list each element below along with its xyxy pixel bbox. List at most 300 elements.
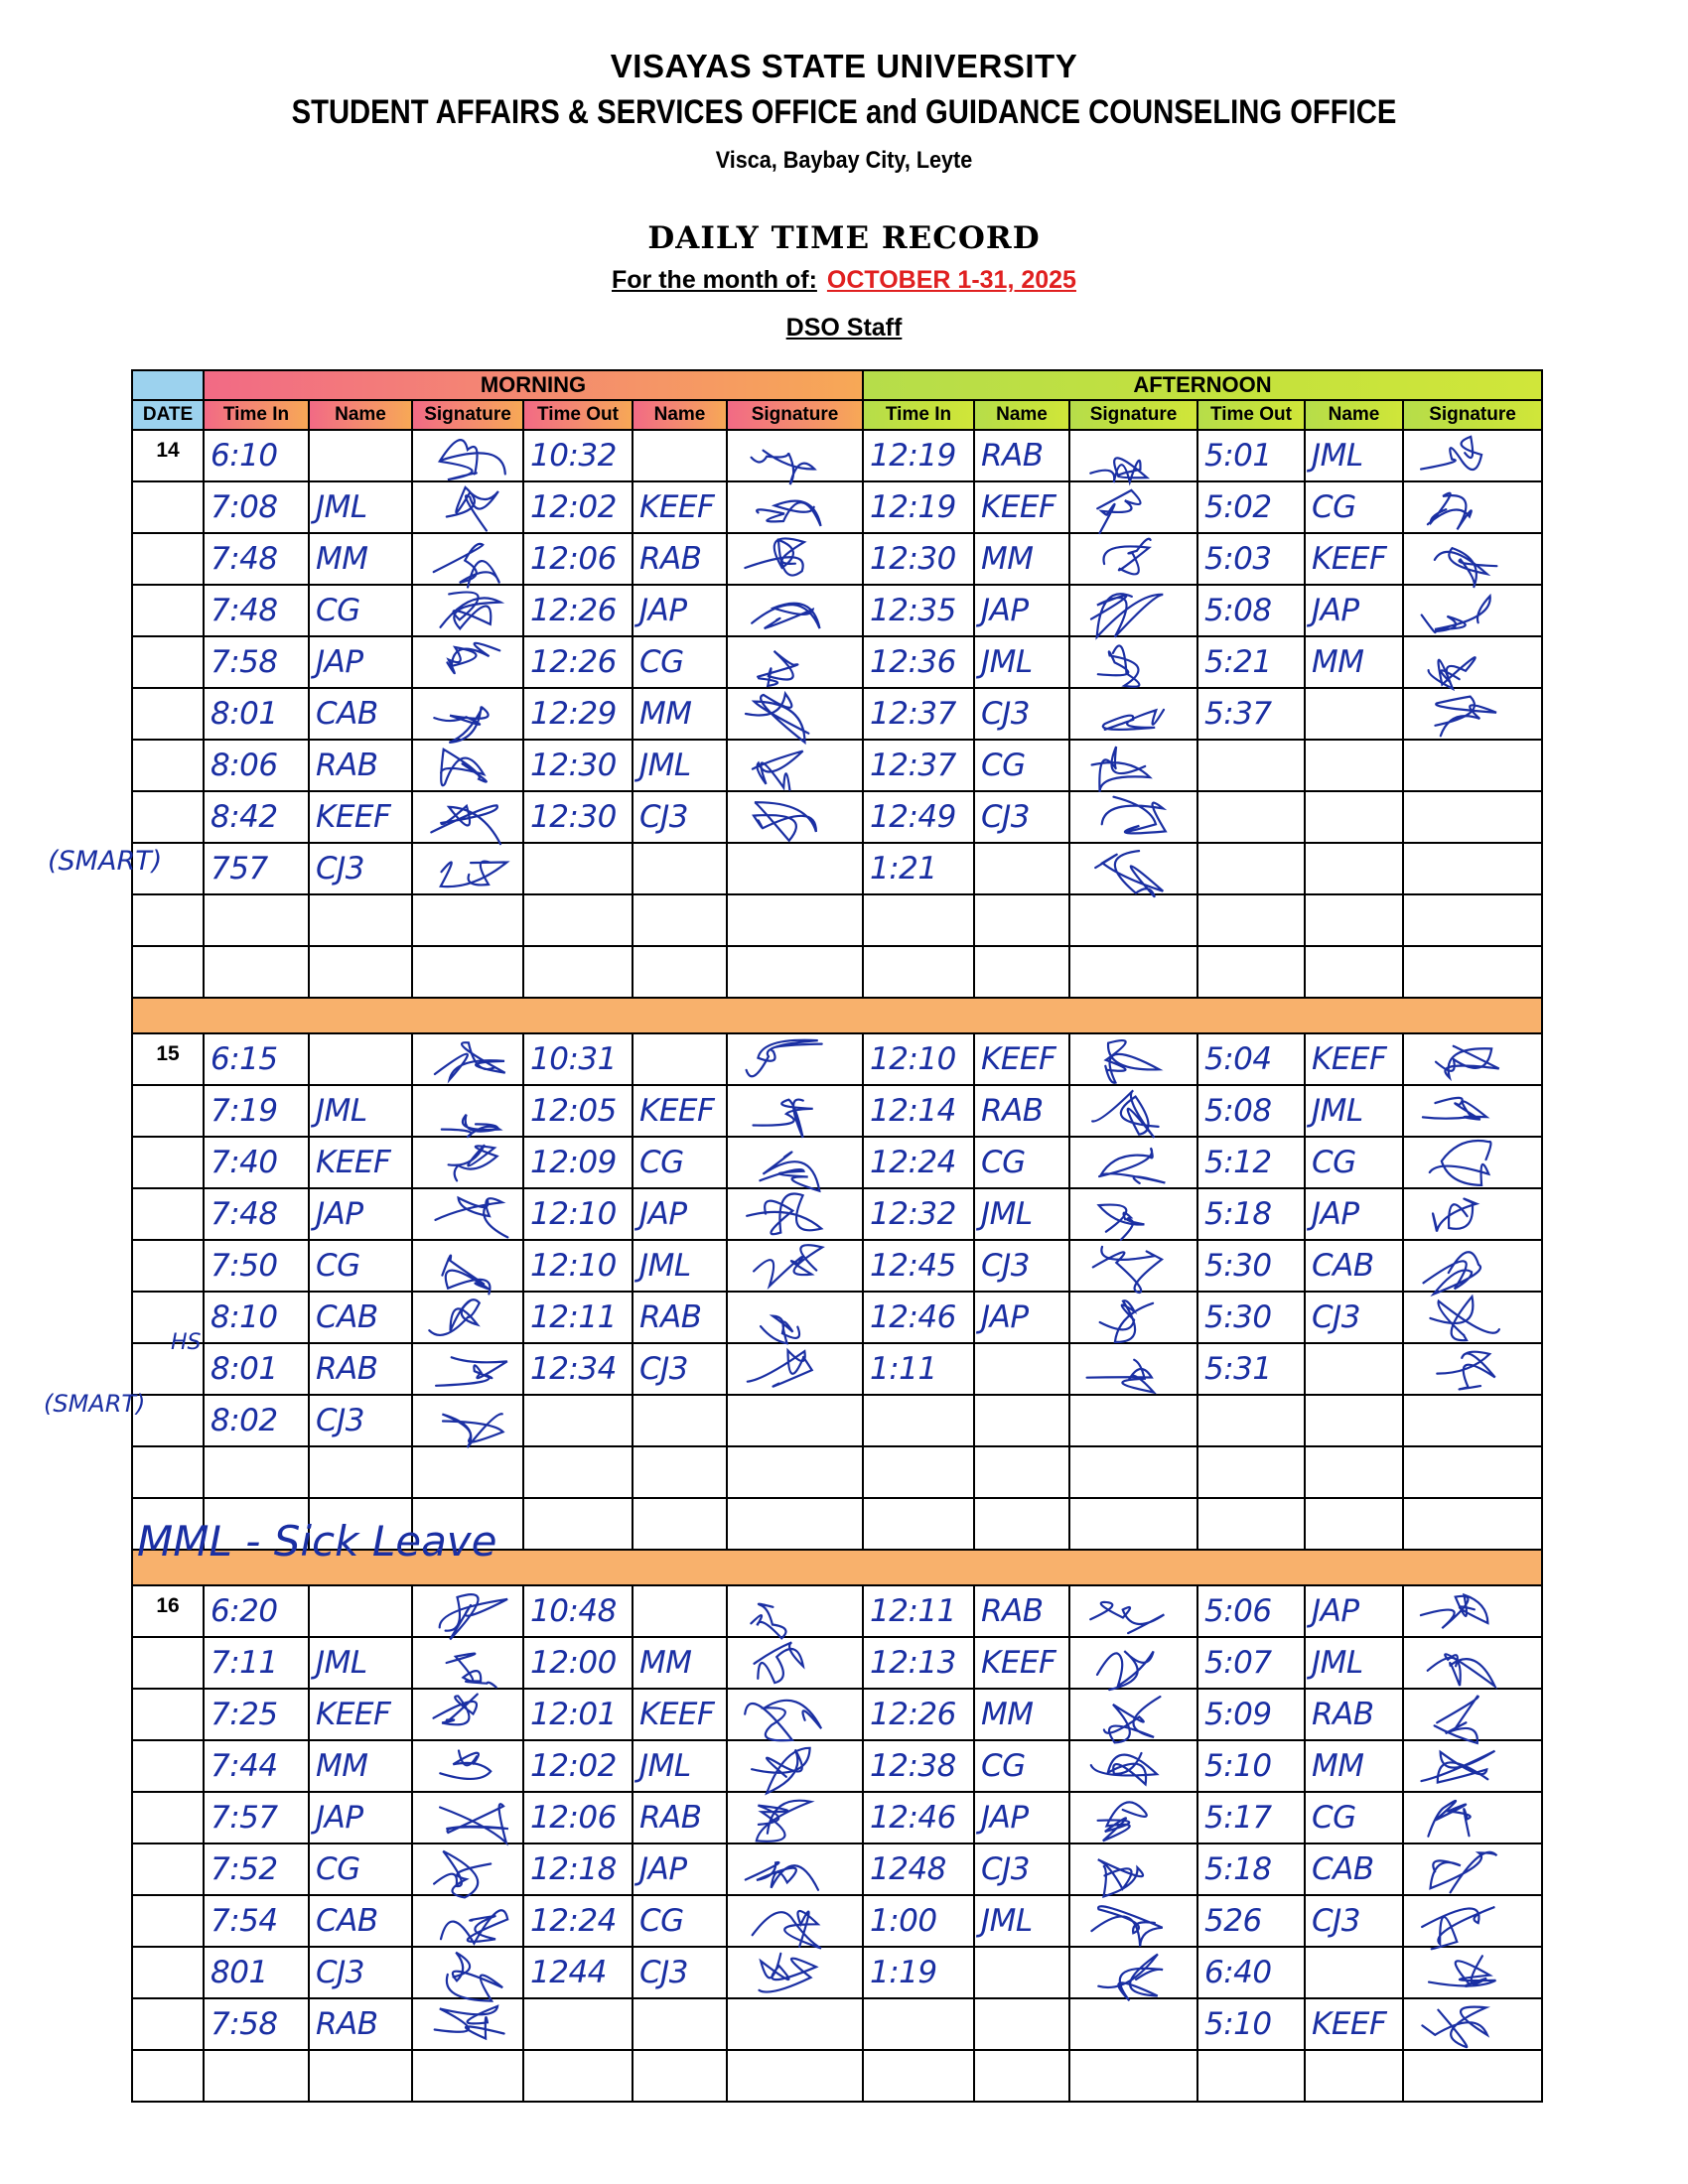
- signature-cell: [412, 1740, 523, 1792]
- date-cell: [132, 1998, 204, 2050]
- signature-cell: [727, 1585, 863, 1637]
- signature-cell: [412, 1998, 523, 2050]
- date-cell: [132, 1843, 204, 1895]
- time-cell: 5:37: [1197, 688, 1305, 740]
- name-cell: [633, 2050, 727, 2102]
- time-cell: 10:31: [523, 1033, 633, 1085]
- time-cell: 8:10: [204, 1292, 309, 1343]
- table-row: [132, 791, 1542, 843]
- name-cell: CAB: [309, 1895, 412, 1947]
- time-cell: [204, 946, 309, 998]
- signature-cell: [727, 1033, 863, 1085]
- signature-cell: [1069, 1637, 1197, 1689]
- name-cell: JML: [974, 1895, 1069, 1947]
- time-cell: 5:30: [1197, 1240, 1305, 1292]
- time-cell: 6:15: [204, 1033, 309, 1085]
- signature-cell: [1403, 585, 1542, 636]
- signature-cell: [1403, 1998, 1542, 2050]
- signature-cell: [412, 585, 523, 636]
- time-cell: [1197, 843, 1305, 894]
- time-cell: 5:01: [1197, 430, 1305, 481]
- signature-cell: [1069, 946, 1197, 998]
- time-cell: 5:02: [1197, 481, 1305, 533]
- table-row: [132, 585, 1542, 636]
- time-cell: 7:57: [204, 1792, 309, 1843]
- time-cell: 7:40: [204, 1137, 309, 1188]
- date-cell: [132, 791, 204, 843]
- date-cell: [132, 1792, 204, 1843]
- column-header-signature: Signature: [412, 400, 523, 430]
- time-cell: 12:11: [523, 1292, 633, 1343]
- signature-cell: [1403, 430, 1542, 481]
- sick-leave-note: MML - Sick Leave: [137, 1517, 497, 1566]
- name-cell: [1305, 1498, 1403, 1550]
- signature-cell: [1069, 843, 1197, 894]
- signature-cell: [727, 946, 863, 998]
- name-cell: JAP: [1305, 1585, 1403, 1637]
- hs-note-15: HS: [171, 1330, 202, 1355]
- staff-label: DSO Staff: [785, 314, 903, 341]
- signature-cell: [1069, 1137, 1197, 1188]
- name-cell: [1305, 740, 1403, 791]
- name-cell: JAP: [633, 1843, 727, 1895]
- time-cell: [523, 1395, 633, 1446]
- name-cell: [1305, 1343, 1403, 1395]
- column-header-signature: Signature: [1069, 400, 1197, 430]
- table-row: [132, 843, 1542, 894]
- signature-cell: [727, 1188, 863, 1240]
- time-cell: 12:06: [523, 533, 633, 585]
- name-cell: [633, 843, 727, 894]
- time-cell: 1:21: [863, 843, 974, 894]
- name-cell: MM: [974, 533, 1069, 585]
- signature-cell: [1403, 1085, 1542, 1137]
- time-cell: 12:10: [523, 1240, 633, 1292]
- time-cell: 1248: [863, 1843, 974, 1895]
- name-cell: CJ3: [633, 1947, 727, 1998]
- signature-cell: [727, 894, 863, 946]
- column-header-name: Name: [974, 400, 1069, 430]
- signature-cell: [727, 1689, 863, 1740]
- time-cell: 12:49: [863, 791, 974, 843]
- table-row: [132, 481, 1542, 533]
- afternoon-header: AFTERNOON: [863, 370, 1542, 400]
- name-cell: CJ3: [309, 843, 412, 894]
- signature-cell: [1403, 1240, 1542, 1292]
- time-cell: [863, 1446, 974, 1498]
- table-row: [132, 688, 1542, 740]
- date-cell: [132, 1689, 204, 1740]
- time-cell: 5:08: [1197, 585, 1305, 636]
- time-cell: 12:19: [863, 430, 974, 481]
- signature-cell: [412, 740, 523, 791]
- column-header-signature: Signature: [727, 400, 863, 430]
- name-cell: JAP: [633, 1188, 727, 1240]
- name-cell: [1305, 1947, 1403, 1998]
- signature-cell: [1403, 1740, 1542, 1792]
- signature-cell: [727, 1240, 863, 1292]
- signature-cell: [1069, 533, 1197, 585]
- name-cell: CG: [1305, 1792, 1403, 1843]
- time-cell: 12:09: [523, 1137, 633, 1188]
- signature-cell: [1069, 1446, 1197, 1498]
- column-header-signature: Signature: [1403, 400, 1542, 430]
- name-cell: RAB: [974, 1085, 1069, 1137]
- name-cell: MM: [1305, 1740, 1403, 1792]
- time-cell: 5:18: [1197, 1843, 1305, 1895]
- time-cell: [523, 1998, 633, 2050]
- signature-cell: [1069, 1343, 1197, 1395]
- date-cell: [132, 1446, 204, 1498]
- name-cell: RAB: [633, 533, 727, 585]
- name-cell: [633, 946, 727, 998]
- name-cell: JAP: [974, 1292, 1069, 1343]
- signature-cell: [727, 1292, 863, 1343]
- signature-cell: [1403, 1395, 1542, 1446]
- signature-cell: [1403, 1895, 1542, 1947]
- date-cell: [132, 1637, 204, 1689]
- time-cell: [204, 894, 309, 946]
- time-cell: 7:58: [204, 1998, 309, 2050]
- table-row: [132, 740, 1542, 791]
- time-cell: 7:54: [204, 1895, 309, 1947]
- name-cell: CG: [309, 1240, 412, 1292]
- signature-cell: [1069, 1843, 1197, 1895]
- signature-cell: [1403, 894, 1542, 946]
- signature-cell: [412, 533, 523, 585]
- time-cell: 12:00: [523, 1637, 633, 1689]
- name-cell: KEEF: [309, 1689, 412, 1740]
- signature-cell: [412, 1292, 523, 1343]
- signature-cell: [412, 946, 523, 998]
- signature-cell: [412, 1033, 523, 1085]
- time-cell: 5:07: [1197, 1637, 1305, 1689]
- time-cell: [1197, 1498, 1305, 1550]
- name-cell: [633, 1395, 727, 1446]
- time-cell: 12:35: [863, 585, 974, 636]
- signature-cell: [1069, 1085, 1197, 1137]
- time-cell: 7:08: [204, 481, 309, 533]
- signature-cell: [727, 1740, 863, 1792]
- table-row: [132, 1792, 1542, 1843]
- table-row: [132, 1033, 1542, 1085]
- date-cell: [132, 2050, 204, 2102]
- name-cell: RAB: [309, 1998, 412, 2050]
- signature-cell: [1069, 430, 1197, 481]
- signature-cell: [1403, 740, 1542, 791]
- signature-cell: [1069, 1998, 1197, 2050]
- time-cell: 12:24: [523, 1895, 633, 1947]
- signature-cell: [1069, 585, 1197, 636]
- name-cell: [309, 1033, 412, 1085]
- time-cell: 10:32: [523, 430, 633, 481]
- signature-cell: [412, 1137, 523, 1188]
- date-cell: [132, 1895, 204, 1947]
- column-header-time-in: Time In: [863, 400, 974, 430]
- signature-cell: [1403, 636, 1542, 688]
- name-cell: [974, 1998, 1069, 2050]
- name-cell: JML: [1305, 1085, 1403, 1137]
- time-cell: 12:46: [863, 1292, 974, 1343]
- table-row: [132, 1188, 1542, 1240]
- time-cell: 7:48: [204, 585, 309, 636]
- smart-note-15: (SMART): [44, 1390, 146, 1418]
- time-cell: 7:48: [204, 1188, 309, 1240]
- name-cell: CJ3: [633, 791, 727, 843]
- signature-cell: [727, 1895, 863, 1947]
- time-cell: 8:02: [204, 1395, 309, 1446]
- time-cell: 7:58: [204, 636, 309, 688]
- time-cell: 12:13: [863, 1637, 974, 1689]
- signature-cell: [1069, 636, 1197, 688]
- time-cell: [1197, 1395, 1305, 1446]
- name-cell: JML: [974, 1188, 1069, 1240]
- name-cell: [633, 1446, 727, 1498]
- signature-cell: [412, 1689, 523, 1740]
- time-cell: 12:32: [863, 1188, 974, 1240]
- name-cell: [1305, 843, 1403, 894]
- table-row: [132, 1137, 1542, 1188]
- name-cell: JML: [1305, 1637, 1403, 1689]
- signature-cell: [412, 1947, 523, 1998]
- time-cell: 12:05: [523, 1085, 633, 1137]
- time-cell: 7:19: [204, 1085, 309, 1137]
- time-cell: 526: [1197, 1895, 1305, 1947]
- table-row: [132, 1343, 1542, 1395]
- name-cell: [309, 430, 412, 481]
- time-cell: [863, 1395, 974, 1446]
- column-header-time-out: Time Out: [523, 400, 633, 430]
- time-cell: [1197, 791, 1305, 843]
- signature-cell: [727, 1343, 863, 1395]
- table-row: [132, 946, 1542, 998]
- name-cell: KEEF: [309, 1137, 412, 1188]
- table-row: [132, 1947, 1542, 1998]
- name-cell: JML: [1305, 430, 1403, 481]
- signature-cell: [412, 430, 523, 481]
- date-cell: [132, 1188, 204, 1240]
- name-cell: JML: [633, 740, 727, 791]
- signature-cell: [1403, 481, 1542, 533]
- time-cell: 5:31: [1197, 1343, 1305, 1395]
- date-cell: 14: [132, 430, 204, 481]
- time-cell: 5:21: [1197, 636, 1305, 688]
- date-cell: [132, 636, 204, 688]
- signature-cell: [1069, 1498, 1197, 1550]
- time-cell: 7:48: [204, 533, 309, 585]
- signature-cell: [1069, 1585, 1197, 1637]
- name-cell: JAP: [309, 1188, 412, 1240]
- name-cell: CJ3: [1305, 1292, 1403, 1343]
- time-cell: 12:02: [523, 481, 633, 533]
- name-cell: KEEF: [633, 1689, 727, 1740]
- name-cell: [633, 894, 727, 946]
- time-cell: 5:04: [1197, 1033, 1305, 1085]
- time-cell: 6:10: [204, 430, 309, 481]
- signature-cell: [1069, 1895, 1197, 1947]
- time-cell: 1244: [523, 1947, 633, 1998]
- time-cell: 8:06: [204, 740, 309, 791]
- name-cell: JML: [974, 636, 1069, 688]
- signature-cell: [727, 1498, 863, 1550]
- name-cell: CAB: [309, 688, 412, 740]
- name-cell: JAP: [633, 585, 727, 636]
- date-cell: [132, 894, 204, 946]
- table-row: [132, 1085, 1542, 1137]
- signature-cell: [412, 894, 523, 946]
- signature-cell: [727, 791, 863, 843]
- date-cell: [132, 1947, 204, 1998]
- signature-cell: [1403, 1637, 1542, 1689]
- signature-cell: [1403, 1446, 1542, 1498]
- time-cell: 12:24: [863, 1137, 974, 1188]
- name-cell: CG: [974, 740, 1069, 791]
- name-cell: CG: [633, 1137, 727, 1188]
- time-cell: 5:06: [1197, 1585, 1305, 1637]
- name-cell: JAP: [974, 585, 1069, 636]
- time-cell: 12:37: [863, 740, 974, 791]
- date-cell: [132, 740, 204, 791]
- time-cell: 12:30: [523, 791, 633, 843]
- signature-cell: [1403, 1792, 1542, 1843]
- month-value: OCTOBER 1-31, 2025: [826, 266, 1076, 294]
- time-cell: [1197, 2050, 1305, 2102]
- signature-cell: [1403, 688, 1542, 740]
- signature-cell: [727, 1947, 863, 1998]
- signature-cell: [727, 1446, 863, 1498]
- signature-cell: [412, 688, 523, 740]
- signature-cell: [727, 1395, 863, 1446]
- month-line: [0, 266, 1688, 295]
- time-cell: 12:01: [523, 1689, 633, 1740]
- name-cell: CJ3: [974, 1240, 1069, 1292]
- day-separator: [132, 998, 1542, 1033]
- name-cell: MM: [309, 533, 412, 585]
- signature-cell: [1403, 843, 1542, 894]
- name-cell: JAP: [974, 1792, 1069, 1843]
- name-cell: KEEF: [1305, 533, 1403, 585]
- name-cell: [1305, 894, 1403, 946]
- table-row: [132, 1240, 1542, 1292]
- table-row: [132, 2050, 1542, 2102]
- signature-cell: [412, 1343, 523, 1395]
- time-cell: 5:30: [1197, 1292, 1305, 1343]
- name-cell: JML: [309, 481, 412, 533]
- date-cell: [132, 688, 204, 740]
- name-cell: JML: [309, 1637, 412, 1689]
- name-cell: MM: [1305, 636, 1403, 688]
- time-cell: 6:40: [1197, 1947, 1305, 1998]
- signature-cell: [1403, 791, 1542, 843]
- signature-cell: [412, 1792, 523, 1843]
- time-cell: 12:29: [523, 688, 633, 740]
- time-cell: 5:09: [1197, 1689, 1305, 1740]
- date-cell: [132, 533, 204, 585]
- time-cell: 8:01: [204, 1343, 309, 1395]
- signature-cell: [1069, 894, 1197, 946]
- signature-cell: [727, 430, 863, 481]
- time-cell: 12:30: [863, 533, 974, 585]
- name-cell: JAP: [309, 636, 412, 688]
- time-cell: 12:11: [863, 1585, 974, 1637]
- date-cell: [132, 1240, 204, 1292]
- time-cell: 5:10: [1197, 1740, 1305, 1792]
- name-cell: KEEF: [1305, 1998, 1403, 2050]
- table-row: [132, 894, 1542, 946]
- signature-cell: [412, 2050, 523, 2102]
- name-cell: RAB: [309, 1343, 412, 1395]
- table-row: [132, 533, 1542, 585]
- signature-cell: [1403, 1033, 1542, 1085]
- name-cell: CG: [1305, 481, 1403, 533]
- name-cell: CG: [633, 1895, 727, 1947]
- signature-cell: [1069, 1395, 1197, 1446]
- time-cell: [523, 946, 633, 998]
- time-record-table: [131, 369, 1543, 2103]
- name-cell: CJ3: [974, 1843, 1069, 1895]
- time-cell: [523, 843, 633, 894]
- time-cell: 12:34: [523, 1343, 633, 1395]
- name-cell: [309, 946, 412, 998]
- name-cell: CJ3: [974, 688, 1069, 740]
- signature-cell: [412, 636, 523, 688]
- name-cell: CAB: [1305, 1843, 1403, 1895]
- time-cell: [523, 894, 633, 946]
- time-cell: 12:36: [863, 636, 974, 688]
- time-cell: 12:37: [863, 688, 974, 740]
- name-cell: [633, 430, 727, 481]
- name-cell: [1305, 1395, 1403, 1446]
- signature-cell: [1069, 1033, 1197, 1085]
- time-cell: 12:38: [863, 1740, 974, 1792]
- time-cell: 7:50: [204, 1240, 309, 1292]
- column-header-name: Name: [633, 400, 727, 430]
- name-cell: RAB: [633, 1292, 727, 1343]
- signature-cell: [1069, 2050, 1197, 2102]
- date-cell: [132, 585, 204, 636]
- time-cell: 12:30: [523, 740, 633, 791]
- column-header-name: Name: [1305, 400, 1403, 430]
- signature-cell: [1069, 740, 1197, 791]
- table-row: [132, 1585, 1542, 1637]
- time-cell: 5:10: [1197, 1998, 1305, 2050]
- signature-cell: [727, 688, 863, 740]
- time-cell: 1:19: [863, 1947, 974, 1998]
- name-cell: [309, 2050, 412, 2102]
- office-name: STUDENT AFFAIRS & SERVICES OFFICE and GUIDANCE COUNSELING OFFICE: [291, 93, 1397, 131]
- signature-cell: [1069, 1689, 1197, 1740]
- time-cell: 12:19: [863, 481, 974, 533]
- signature-cell: [1069, 481, 1197, 533]
- name-cell: CAB: [309, 1292, 412, 1343]
- signature-cell: [727, 1085, 863, 1137]
- name-cell: JML: [309, 1085, 412, 1137]
- name-cell: [633, 1585, 727, 1637]
- signature-cell: [1069, 1292, 1197, 1343]
- time-cell: 12:46: [863, 1792, 974, 1843]
- signature-cell: [1403, 533, 1542, 585]
- name-cell: RAB: [974, 1585, 1069, 1637]
- signature-cell: [412, 1395, 523, 1446]
- column-header-date: DATE: [132, 400, 204, 430]
- time-cell: [863, 1998, 974, 2050]
- name-cell: [974, 946, 1069, 998]
- time-cell: 5:12: [1197, 1137, 1305, 1188]
- time-cell: 10:48: [523, 1585, 633, 1637]
- table-row: [132, 1895, 1542, 1947]
- signature-cell: [1403, 1343, 1542, 1395]
- time-cell: 12:26: [523, 636, 633, 688]
